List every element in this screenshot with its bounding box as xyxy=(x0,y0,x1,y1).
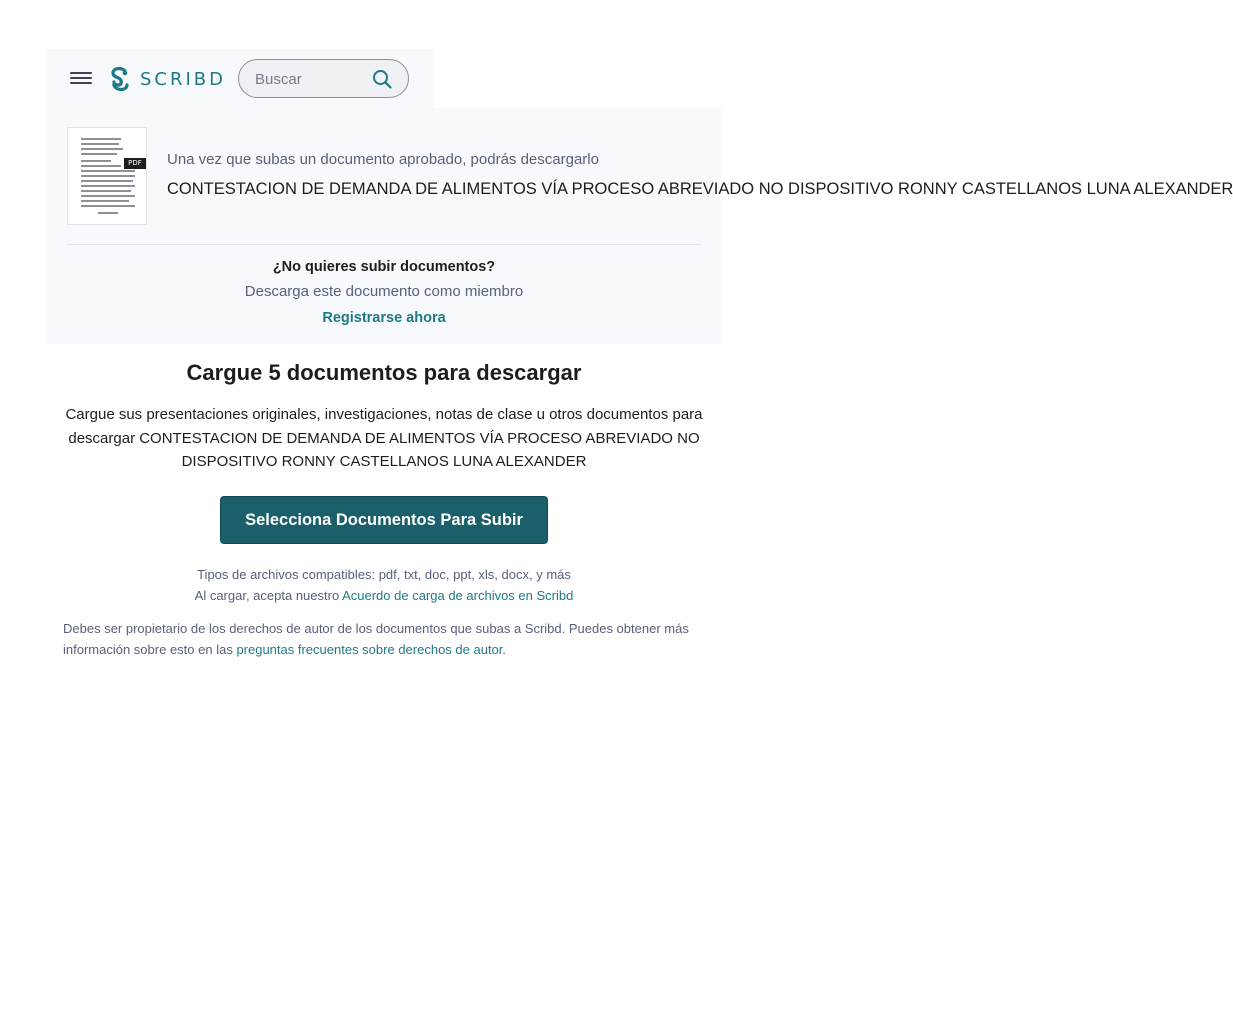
search-box xyxy=(238,59,409,98)
register-now-link[interactable]: Registrarse ahora xyxy=(322,310,446,326)
select-documents-button[interactable]: Selecciona Documentos Para Subir xyxy=(220,496,548,544)
pdf-badge: PDF xyxy=(124,158,146,169)
upload-note: Una vez que subas un documento aprobado, podrás descargarlo xyxy=(167,151,599,168)
divider xyxy=(67,244,701,245)
copyright-end: . xyxy=(502,642,507,657)
upload-agreement-link[interactable]: Acuerdo de carga de archivos en Scribd xyxy=(342,588,574,603)
upload-title: Cargue 5 documentos para descargar xyxy=(186,360,582,385)
copyright-notice xyxy=(63,618,703,660)
copyright-faq-link[interactable]: preguntas frecuentes sobre derechos de autor xyxy=(236,642,503,657)
no-upload-question: ¿No quieres subir documentos? xyxy=(272,259,496,275)
hamburger-menu-icon[interactable] xyxy=(69,69,93,89)
document-title: CONTESTACION DE DEMANDA DE ALIMENTOS VÍA PROCESO ABREVIADO NO DISPOSITIVO RONNY CASTELLANOS LUNA ALEXANDER xyxy=(167,180,1233,198)
copyright-text: Debes ser propietario de los derechos de autor de los documentos que subas a Scribd. Puedes obtener más información sobre esto en las xyxy=(63,621,689,657)
scribd-s-logo-icon xyxy=(109,66,131,92)
search-input[interactable] xyxy=(255,68,365,90)
brand-name: SCRIBD xyxy=(140,68,227,90)
upload-description: Cargue sus presentaciones originales, investigaciones, notas de clase u otros documentos para descargar CONTESTACION DE DEMANDA DE ALIMENTOS VÍA PROCESO ABREVIADO NO DISPOSITIVO RONNY CASTELLANOS LUNA ALEXANDER xyxy=(65,406,703,470)
member-download-text: Descarga este documento como miembro xyxy=(244,283,524,300)
document-panel xyxy=(47,108,1233,344)
file-types-text: Tipos de archivos compatibles: pdf, txt, doc, ppt, xls, docx, y más xyxy=(197,567,571,582)
document-thumbnail xyxy=(67,127,147,225)
scribd-logo[interactable] xyxy=(109,65,226,93)
upload-agreement xyxy=(0,588,768,603)
search-icon[interactable] xyxy=(372,69,392,89)
top-nav-bar xyxy=(47,49,433,108)
agreement-prefix: Al cargar, acepta nuestro xyxy=(194,588,340,603)
